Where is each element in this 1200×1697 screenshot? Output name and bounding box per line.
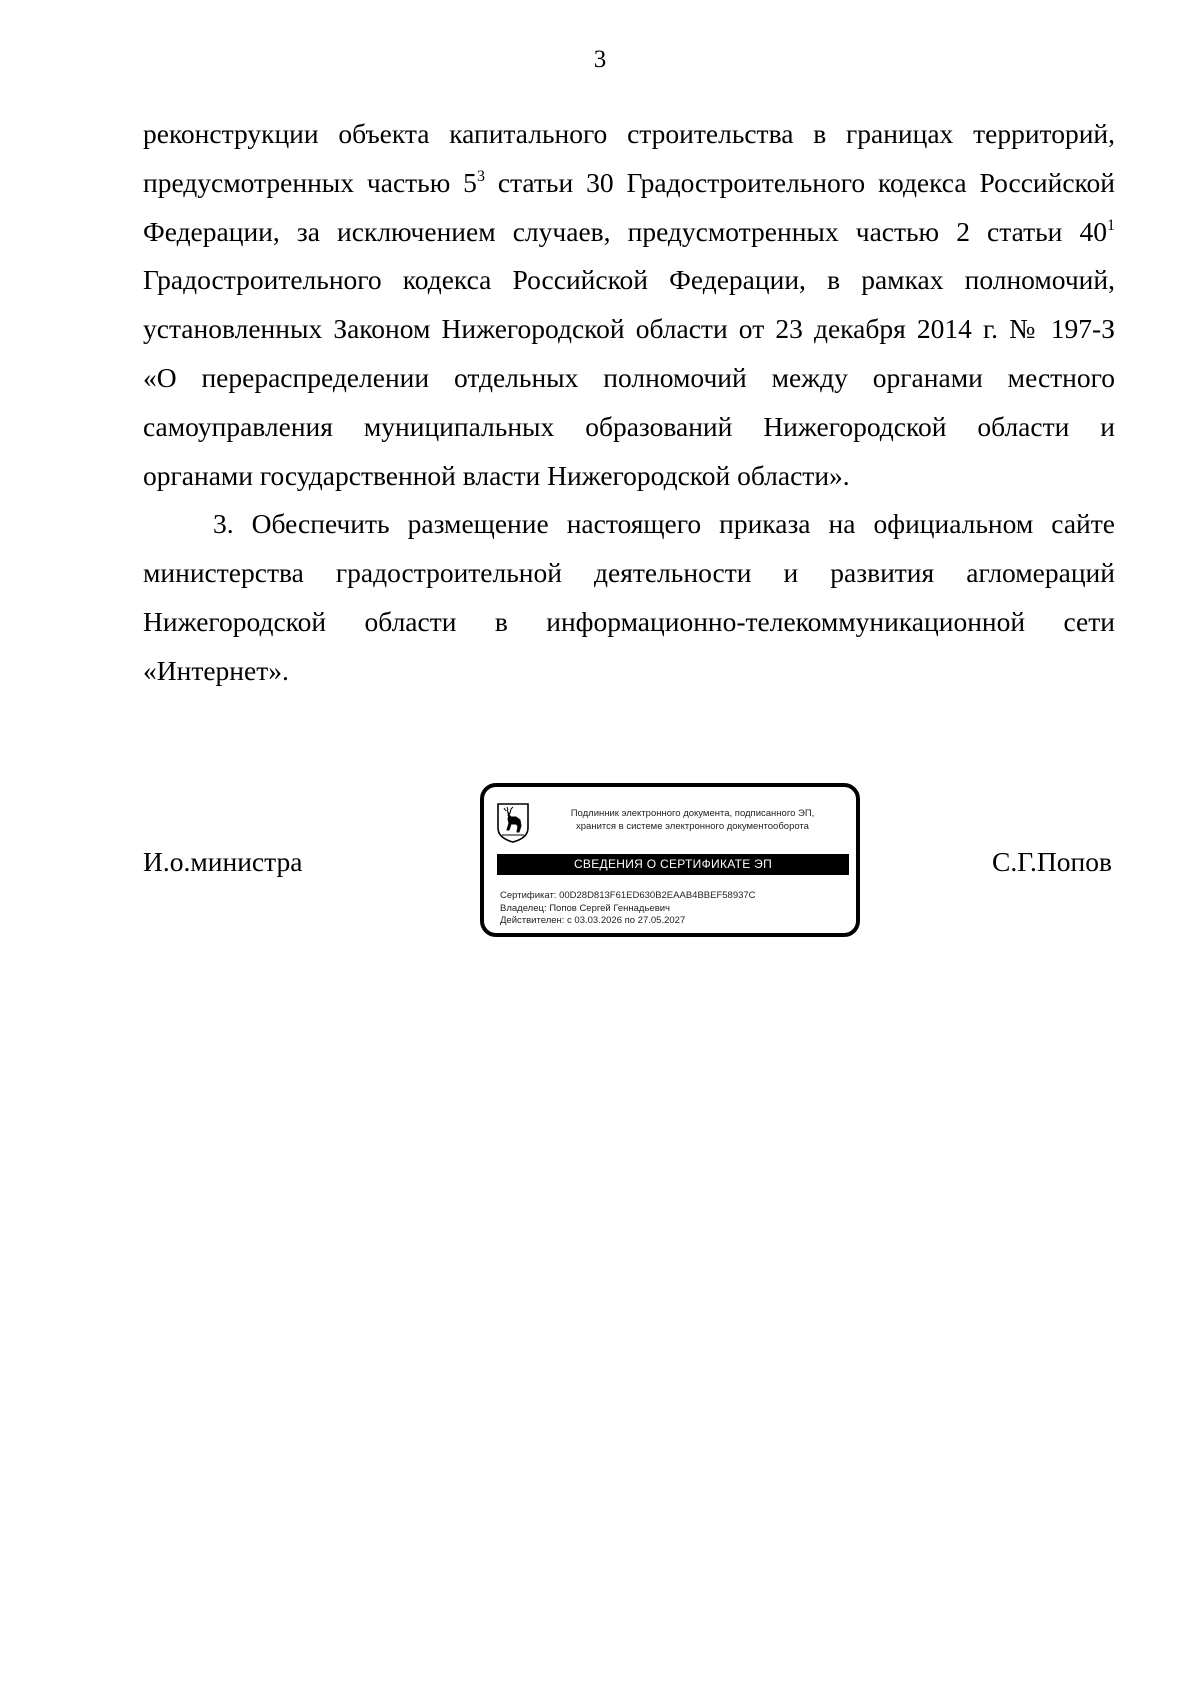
page-number: 3 <box>593 46 607 73</box>
stamp-notice-line: Подлинник электронного документа, подписанного ЭП, <box>570 808 815 819</box>
paragraph-1-line-8: органами государственной власти Нижегородской области». <box>143 459 850 491</box>
superscript: 1 <box>1107 216 1115 234</box>
stamp-certificate-details <box>500 890 756 928</box>
stamp-notice <box>540 807 845 833</box>
signer-position: И.о.министра <box>143 846 303 877</box>
paragraph-2-line-3: Нижегородской области в информационно-телекоммуникационной сети <box>143 605 1115 637</box>
stamp-header: СВЕДЕНИЯ О СЕРТИФИКАТЕ ЭП <box>497 854 849 875</box>
document-body <box>143 110 1115 696</box>
text-segment: статьи 30 Градостроительного кодекса Российской <box>484 166 1115 198</box>
paragraph-1-line-6: «О перераспределении отдельных полномочий между органами местного <box>143 361 1115 393</box>
paragraph-2-line-1: 3. Обеспечить размещение настоящего приказа на официальном сайте <box>213 508 1115 540</box>
paragraph-2-line-2: министерства градостроительной деятельности и развития агломераций <box>143 557 1115 589</box>
paragraph-1-line-1: реконструкции объекта капитального строительства в границах территорий, <box>143 118 1115 149</box>
paragraph-1-line-4: Градостроительного кодекса Российской Федерации, в рамках полномочий, <box>143 264 1115 296</box>
paragraph-1-line-5: установленных Законом Нижегородской области от 23 декабря 2014 г. № 197-З <box>143 313 1115 345</box>
deer-coat-of-arms-icon <box>496 802 530 844</box>
paragraph-1-line-2 <box>143 159 1115 208</box>
superscript: 3 <box>476 167 485 185</box>
certificate-number: Сертификат: 00D28D813F61ED630B2EAAB4BBEF58937C <box>500 890 756 901</box>
paragraph-1-line-3 <box>143 208 1115 257</box>
signer-name: С.Г.Попов <box>992 846 1112 877</box>
paragraph-1-line-7: самоуправления муниципальных образований Нижегородской области и <box>143 410 1115 442</box>
text-segment: Федерации, за исключением случаев, предусмотренных частью 2 статьи 40 <box>143 215 1107 247</box>
paragraph-2-line-4: «Интернет». <box>143 654 289 686</box>
certificate-owner: Владелец: Попов Сергей Геннадьевич <box>500 902 671 914</box>
certificate-validity: Действителен: с 03.03.2026 по 27.05.2027 <box>500 915 686 926</box>
stamp-notice-line: хранится в системе электронного документооборота <box>576 821 809 832</box>
electronic-signature-stamp <box>480 783 860 937</box>
text-segment: предусмотренных частью 5 <box>143 166 477 198</box>
